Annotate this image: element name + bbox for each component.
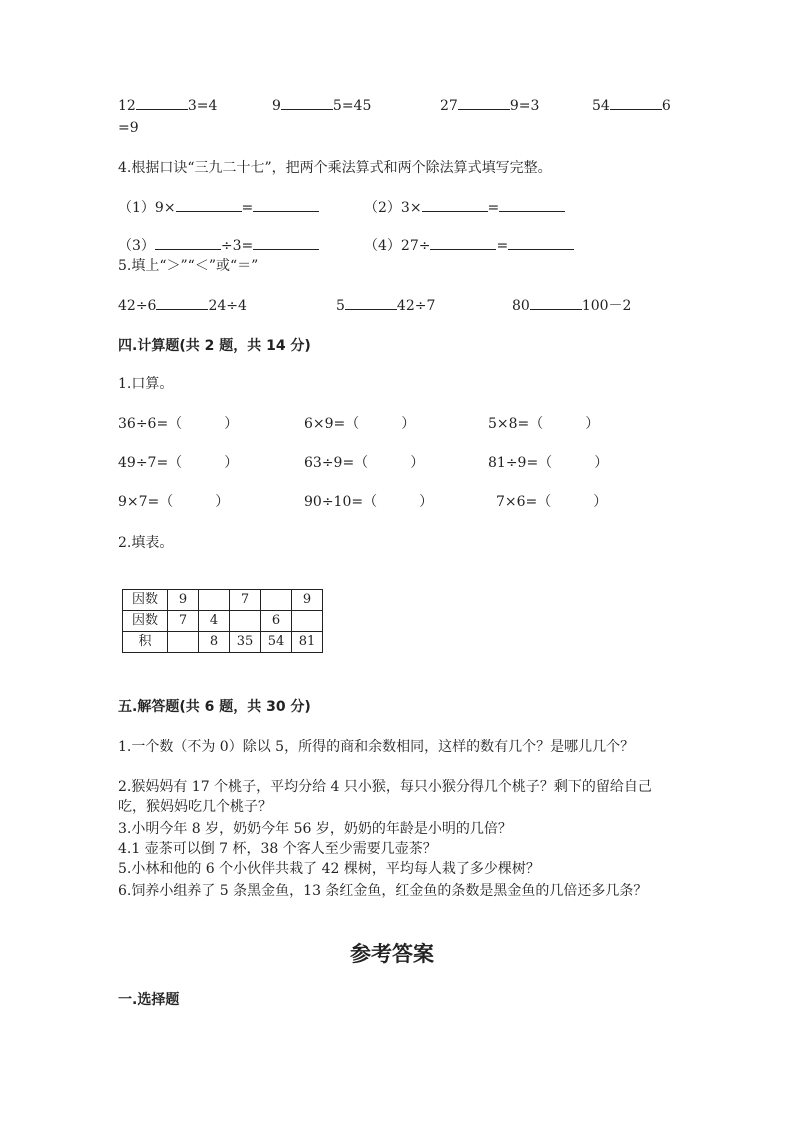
q5-item-1 bbox=[118, 296, 247, 316]
table-cell[interactable] bbox=[292, 611, 323, 632]
q3-item-2-left: 9 bbox=[272, 98, 281, 114]
q4-part2-blank-a[interactable] bbox=[422, 199, 488, 212]
calc-item bbox=[304, 492, 433, 512]
q5-item-1-right: 24÷4 bbox=[208, 298, 247, 314]
q5-blank-3[interactable] bbox=[530, 297, 582, 310]
q3-item-4-left: 54 bbox=[592, 98, 610, 114]
section5-question-5: 5.小林和他的 6 个小伙伴共栽了 42 棵树，平均每人栽了多少棵树？ bbox=[118, 861, 540, 877]
close-paren: ） bbox=[419, 494, 434, 510]
calc-expression: 81÷9=（ bbox=[488, 455, 553, 471]
q3-item-1-left: 12 bbox=[118, 98, 136, 114]
q5-item-3 bbox=[512, 296, 631, 316]
section4-q2-label: 2.填表。 bbox=[118, 535, 174, 551]
close-paren: ） bbox=[593, 494, 608, 510]
table-cell[interactable]: 9 bbox=[292, 590, 323, 611]
q4-part3-blank-a[interactable] bbox=[155, 237, 221, 250]
table-cell[interactable]: 35 bbox=[230, 632, 261, 653]
table-cell[interactable]: 8 bbox=[199, 632, 230, 653]
table-header-cell: 因数 bbox=[123, 590, 168, 611]
q3-item-3-left: 27 bbox=[440, 98, 458, 114]
q3-item-3-right: 9=3 bbox=[509, 98, 540, 114]
table-cell[interactable]: 81 bbox=[292, 632, 323, 653]
calc-expression: 7×6=（ bbox=[496, 494, 552, 510]
close-paren: ） bbox=[215, 494, 230, 510]
factor-table bbox=[122, 589, 323, 653]
q4-part4-eq: = bbox=[496, 238, 509, 254]
q4-part1-blank-a[interactable] bbox=[176, 199, 242, 212]
q4-part3-mid: ÷3= bbox=[220, 238, 254, 254]
q4-part1-eq: = bbox=[241, 200, 254, 216]
q5-item-2-left: 5 bbox=[336, 298, 345, 314]
q4-part3 bbox=[118, 236, 319, 256]
q4-part4-blank-b[interactable] bbox=[508, 237, 574, 250]
calc-item bbox=[118, 453, 238, 473]
q3-item-1-right: 3=4 bbox=[187, 98, 218, 114]
q3-item-1 bbox=[118, 96, 217, 116]
q4-part2-blank-b[interactable] bbox=[499, 199, 565, 212]
q4-part4 bbox=[364, 236, 574, 256]
table-row bbox=[123, 611, 323, 632]
table-cell[interactable] bbox=[199, 590, 230, 611]
q3-item-4 bbox=[592, 96, 671, 116]
q4-part2 bbox=[364, 198, 565, 218]
q5-item-1-left: 42÷6 bbox=[118, 298, 157, 314]
section5-heading: 五.解答题(共 6 题，共 30 分) bbox=[118, 699, 311, 715]
q5-item-2-right: 42÷7 bbox=[396, 298, 436, 314]
q5-prompt: 5.填上“＞”“＜”或“＝” bbox=[118, 258, 259, 274]
calc-item bbox=[304, 453, 424, 473]
q3-blank-4[interactable] bbox=[610, 97, 662, 110]
q3-item-3 bbox=[440, 96, 539, 116]
section5-question-2: 2.猴妈妈有 17 个桃子，平均分给 4 只小猴，每只小猴分得几个桃子？剩下的留给自己吃，猴妈妈吃几个桃子？ bbox=[118, 779, 652, 815]
table-cell[interactable]: 7 bbox=[168, 611, 199, 632]
close-paren: ） bbox=[585, 416, 600, 432]
close-paren: ） bbox=[401, 416, 416, 432]
q4-part1-blank-b[interactable] bbox=[253, 199, 319, 212]
q3-blank-1[interactable] bbox=[136, 97, 188, 110]
q4-part2-eq: = bbox=[487, 200, 500, 216]
q5-blank-1[interactable] bbox=[156, 297, 208, 310]
q4-part1 bbox=[118, 198, 319, 218]
table-cell[interactable] bbox=[230, 611, 261, 632]
close-paren: ） bbox=[410, 455, 425, 471]
q3-blank-2[interactable] bbox=[281, 97, 333, 110]
q3-item-2-right: 5=45 bbox=[332, 98, 372, 114]
section5-question-4: 4.1 壶茶可以倒 7 杯，38 个客人至少需要几壶茶？ bbox=[118, 841, 437, 857]
calc-expression: 6×9=（ bbox=[304, 416, 360, 432]
calc-item bbox=[488, 453, 608, 473]
calc-item bbox=[118, 492, 229, 512]
calc-item bbox=[118, 414, 238, 434]
section4-heading: 四.计算题(共 2 题，共 14 分) bbox=[118, 338, 311, 354]
q4-part1-prefix: （1）9× bbox=[118, 200, 176, 216]
table-cell[interactable]: 54 bbox=[261, 632, 292, 653]
calc-item bbox=[488, 414, 599, 434]
q4-part4-prefix: （4）27÷ bbox=[364, 238, 431, 254]
table-header-cell: 积 bbox=[123, 632, 168, 653]
calc-item bbox=[304, 414, 415, 434]
answers-title: 参考答案 bbox=[350, 941, 434, 966]
q5-item-2 bbox=[336, 296, 435, 316]
calc-expression: 90÷10=（ bbox=[304, 494, 378, 510]
close-paren: ） bbox=[224, 455, 239, 471]
calc-expression: 63÷9=（ bbox=[304, 455, 369, 471]
table-cell[interactable]: 6 bbox=[261, 611, 292, 632]
q4-prompt: 4.根据口诀“三九二十七”，把两个乘法算式和两个除法算式填写完整。 bbox=[118, 160, 552, 176]
section4-q1-label: 1.口算。 bbox=[118, 376, 174, 392]
q4-part4-blank-a[interactable] bbox=[430, 237, 496, 250]
table-cell[interactable]: 9 bbox=[168, 590, 199, 611]
table-header-cell: 因数 bbox=[123, 611, 168, 632]
table-cell[interactable] bbox=[261, 590, 292, 611]
q5-item-3-left: 80 bbox=[512, 298, 530, 314]
q3-item-4-right: 6 bbox=[661, 98, 671, 114]
table-cell[interactable]: 7 bbox=[230, 590, 261, 611]
close-paren: ） bbox=[224, 416, 239, 432]
q4-part3-prefix: （3） bbox=[118, 238, 155, 254]
q4-part2-prefix: （2）3× bbox=[364, 200, 422, 216]
q4-part3-blank-b[interactable] bbox=[253, 237, 319, 250]
q3-blank-3[interactable] bbox=[458, 97, 510, 110]
q5-item-3-right: 100－2 bbox=[581, 298, 632, 314]
table-cell[interactable]: 4 bbox=[199, 611, 230, 632]
close-paren: ） bbox=[594, 455, 609, 471]
answers-section1: 一.选择题 bbox=[118, 992, 180, 1008]
q5-blank-2[interactable] bbox=[345, 297, 397, 310]
calc-expression: 9×7=（ bbox=[118, 494, 174, 510]
q3-wrap: =9 bbox=[118, 120, 139, 136]
calc-expression: 36÷6=（ bbox=[118, 416, 183, 432]
calc-expression: 5×8=（ bbox=[488, 416, 544, 432]
calc-expression: 49÷7=（ bbox=[118, 455, 183, 471]
q3-item-2 bbox=[272, 96, 371, 116]
table-cell[interactable] bbox=[168, 632, 199, 653]
section5-question-1: 1.一个数（不为 0）除以 5，所得的商和余数相同，这样的数有几个？是哪儿几个？ bbox=[118, 739, 635, 755]
calc-item bbox=[496, 492, 607, 512]
table-row bbox=[123, 632, 323, 653]
table-row bbox=[123, 590, 323, 611]
section5-question-6: 6.饲养小组养了 5 条黑金鱼，13 条红金鱼，红金鱼的条数是黑金鱼的几倍还多几条？ bbox=[118, 883, 648, 899]
section5-question-3: 3.小明今年 8 岁，奶奶今年 56 岁，奶奶的年龄是小明的几倍？ bbox=[118, 821, 512, 837]
